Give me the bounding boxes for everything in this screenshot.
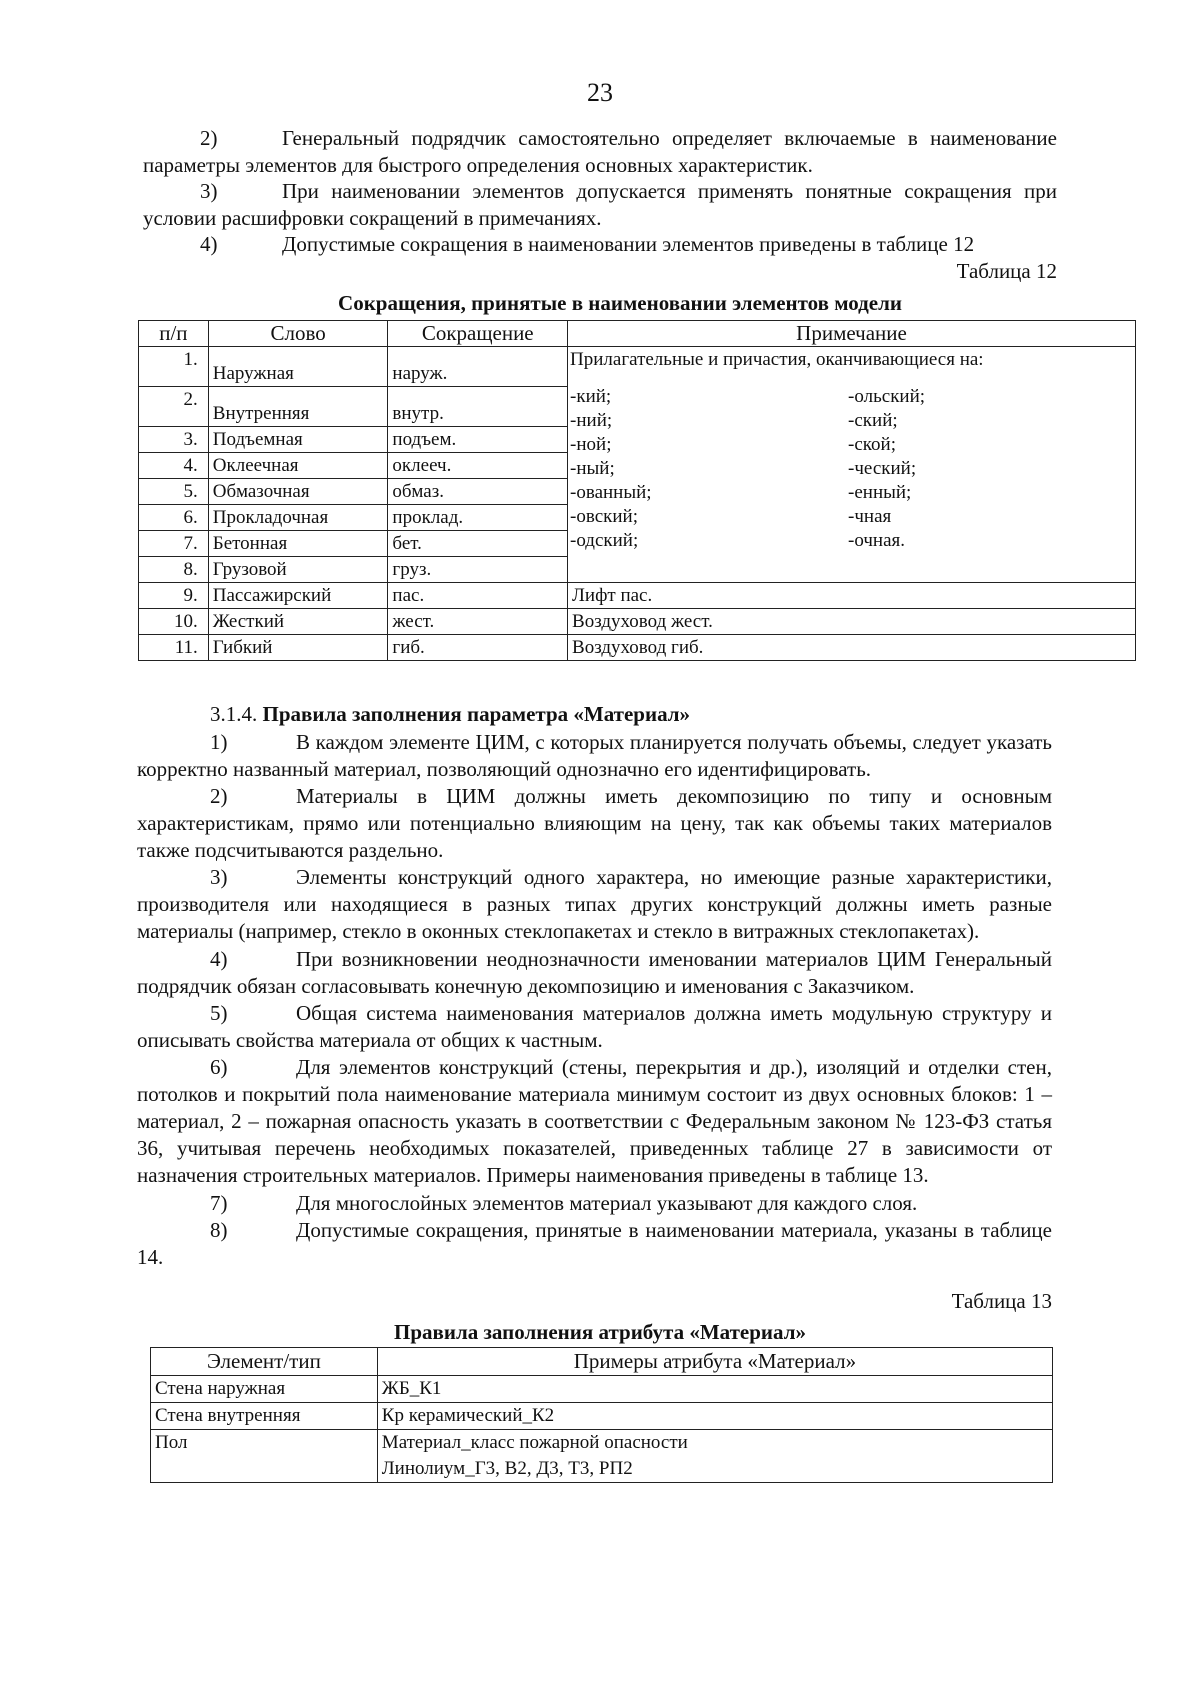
- suffix: -ский;: [848, 410, 898, 431]
- section-item-4: [137, 946, 1052, 1000]
- section-item-8: [137, 1217, 1052, 1271]
- row-note: Воздуховод жест.: [568, 609, 1136, 635]
- item-number: 2): [200, 126, 218, 150]
- row-word: Прокладочная: [208, 505, 388, 531]
- suffix-list-right: [848, 385, 1126, 553]
- row-abbr: обмаз.: [388, 479, 568, 505]
- row-word: Бетонная: [208, 531, 388, 557]
- item-number: 4): [210, 947, 228, 971]
- row-note: Лифт пас.: [568, 583, 1136, 609]
- suffix-lists: [568, 385, 1135, 553]
- material-attribute-table: [150, 1347, 1053, 1483]
- row-number: 7.: [139, 531, 209, 557]
- row-number: 2.: [139, 387, 209, 427]
- row-abbr: внутр.: [388, 387, 568, 427]
- table-header-row: [139, 321, 1136, 347]
- row-number: 5.: [139, 479, 209, 505]
- row-number: 9.: [139, 583, 209, 609]
- row-abbr: проклад.: [388, 505, 568, 531]
- table13-title: Правила заполнения атрибута «Материал»: [394, 1320, 806, 1344]
- suffix-note-cell: [568, 347, 1136, 583]
- row-example: ЖБ_К1: [377, 1376, 1052, 1403]
- suffix: -чная: [848, 506, 892, 527]
- item-number: 6): [210, 1055, 228, 1079]
- item-text: Для элементов конструкций (стены, перекрытия и др.), изоляций и отделки стен, потолков и покрытий пола наименование материала минимум состоит из двух основных блоков: 1 – материал, 2 – пожарная опасность указать в соответствии с Федеральным законом № 123-ФЗ статья 36, учитывая перечень необходимых показателей, приведенных таблице 27 в зависимости от назначения строительных материалов. Примеры наименования приведены в таблице 13.: [137, 1055, 1052, 1187]
- row-number: 10.: [139, 609, 209, 635]
- section-number: 3.1.4.: [210, 702, 258, 726]
- table-row: [151, 1376, 1053, 1403]
- item-text: При возникновении неоднозначности именовании материалов ЦИМ Генеральный подрядчик обязан согласовывать конечную декомпозицию и именования с Заказчиком.: [137, 947, 1052, 998]
- section-heading: [210, 701, 1070, 728]
- table-row: [139, 609, 1136, 635]
- intro-item-3: [143, 178, 1057, 232]
- row-example: Кр керамический_К2: [377, 1403, 1052, 1430]
- page-number: 23: [587, 78, 613, 107]
- row-abbr: гиб.: [388, 635, 568, 661]
- row-number: 4.: [139, 453, 209, 479]
- item-number: 1): [210, 730, 228, 754]
- row-type: Пол: [151, 1430, 378, 1483]
- row-number: 1.: [139, 347, 209, 387]
- item-text: Элементы конструкций одного характера, но имеющие разные характеристики, производителя или находящиеся в разных типах других конструкций должны иметь разные материалы (например, стекло в оконных стеклопакетах и стекло в витражных стеклопакетах).: [137, 865, 1052, 943]
- col-header-note: Примечание: [568, 321, 1136, 347]
- item-text: При наименовании элементов допускается применять понятные сокращения при условии расшифровки сокращений в примечаниях.: [143, 179, 1057, 230]
- item-number: 3): [210, 865, 228, 889]
- table12-title: Сокращения, принятые в наименовании элементов модели: [338, 291, 902, 315]
- row-number: 8.: [139, 557, 209, 583]
- row-abbr: оклееч.: [388, 453, 568, 479]
- col-header-num: п/п: [139, 321, 209, 347]
- item-number: 8): [210, 1218, 228, 1242]
- section-item-3: [137, 864, 1052, 945]
- row-number: 11.: [139, 635, 209, 661]
- section-item-5: [137, 1000, 1052, 1054]
- col-header-abbr: Сокращение: [388, 321, 568, 347]
- row-number: 3.: [139, 427, 209, 453]
- suffix: -енный;: [848, 482, 912, 503]
- note-header: Прилагательные и причастия, оканчивающиеся на:: [570, 349, 984, 370]
- table-row: [151, 1403, 1053, 1430]
- row-word: Внутренняя: [208, 387, 388, 427]
- item-text: Допустимые сокращения, принятые в наименовании материала, указаны в таблице 14.: [137, 1218, 1052, 1269]
- row-word: Наружная: [208, 347, 388, 387]
- row-word: Оклеечная: [208, 453, 388, 479]
- item-number: 7): [210, 1191, 228, 1215]
- suffix: -ний;: [570, 410, 613, 431]
- suffix: -кий;: [570, 386, 612, 407]
- item-text: Допустимые сокращения в наименовании элементов приведены в таблице 12: [282, 232, 975, 256]
- col-header-type: Элемент/тип: [151, 1348, 378, 1376]
- table-row: [139, 635, 1136, 661]
- item-text: Материалы в ЦИМ должны иметь декомпозицию по типу и основным характеристикам, прямо или потенциально влияющим на цену, так как объемы таких материалов также подсчитываются раздельно.: [137, 784, 1052, 862]
- item-number: 3): [200, 179, 218, 203]
- item-number: 5): [210, 1001, 228, 1025]
- row-type: Стена внутренняя: [151, 1403, 378, 1430]
- item-text: В каждом элементе ЦИМ, с которых планируется получать объемы, следует указать корректно названный материал, позволяющий однозначно его идентифицировать.: [137, 730, 1052, 781]
- suffix: -ческий;: [848, 458, 917, 479]
- row-word: Обмазочная: [208, 479, 388, 505]
- item-text: Для многослойных элементов материал указывают для каждого слоя.: [296, 1191, 918, 1215]
- item-text: Общая система наименования материалов должна иметь модульную структуру и описывать свойства материала от общих к частным.: [137, 1001, 1052, 1052]
- row-example-2: Линолиум_Г3, В2, Д3, Т3, РП2: [381, 1458, 633, 1479]
- row-abbr: жест.: [388, 609, 568, 635]
- section-item-7: [137, 1190, 1052, 1217]
- section-item-6: [137, 1054, 1052, 1189]
- section-item-1: [137, 729, 1052, 783]
- section-item-2: [137, 783, 1052, 864]
- row-number: 6.: [139, 505, 209, 531]
- abbreviations-table: [138, 320, 1136, 661]
- item-text: Генеральный подрядчик самостоятельно определяет включаемые в наименование параметры элементов для быстрого определения основных характеристик.: [143, 126, 1057, 177]
- row-word: Пассажирский: [208, 583, 388, 609]
- intro-item-2: [143, 125, 1057, 179]
- table-row: [139, 347, 1136, 387]
- col-header-example: Примеры атрибута «Материал»: [377, 1348, 1052, 1376]
- row-abbr: пас.: [388, 583, 568, 609]
- col-header-word: Слово: [208, 321, 388, 347]
- row-example: Материал_класс пожарной опасности: [381, 1432, 688, 1453]
- table-row: [151, 1430, 1053, 1483]
- row-abbr: бет.: [388, 531, 568, 557]
- row-example-cell: [377, 1430, 1052, 1483]
- suffix: -ованный;: [570, 482, 652, 503]
- row-abbr: подъем.: [388, 427, 568, 453]
- suffix: -ской;: [848, 434, 897, 455]
- suffix: -очная.: [848, 530, 906, 551]
- row-abbr: груз.: [388, 557, 568, 583]
- row-abbr: наруж.: [388, 347, 568, 387]
- row-word: Жесткий: [208, 609, 388, 635]
- table-row: [139, 583, 1136, 609]
- suffix: -одский;: [570, 530, 639, 551]
- table12-caption: Таблица 12: [956, 259, 1057, 283]
- row-type: Стена наружная: [151, 1376, 378, 1403]
- suffix: -овский;: [570, 506, 638, 527]
- item-number: 4): [200, 232, 218, 256]
- suffix: -ный;: [570, 458, 615, 479]
- row-word: Гибкий: [208, 635, 388, 661]
- table13-caption: Таблица 13: [951, 1289, 1052, 1313]
- suffix: -ной;: [570, 434, 612, 455]
- item-number: 2): [210, 784, 228, 808]
- suffix-list-left: [570, 385, 848, 553]
- row-word: Грузовой: [208, 557, 388, 583]
- intro-item-4: [143, 231, 1057, 258]
- table-header-row: [151, 1348, 1053, 1376]
- suffix: -ольский;: [848, 386, 926, 407]
- row-note: Воздуховод гиб.: [568, 635, 1136, 661]
- row-word: Подъемная: [208, 427, 388, 453]
- section-title: Правила заполнения параметра «Материал»: [262, 702, 691, 726]
